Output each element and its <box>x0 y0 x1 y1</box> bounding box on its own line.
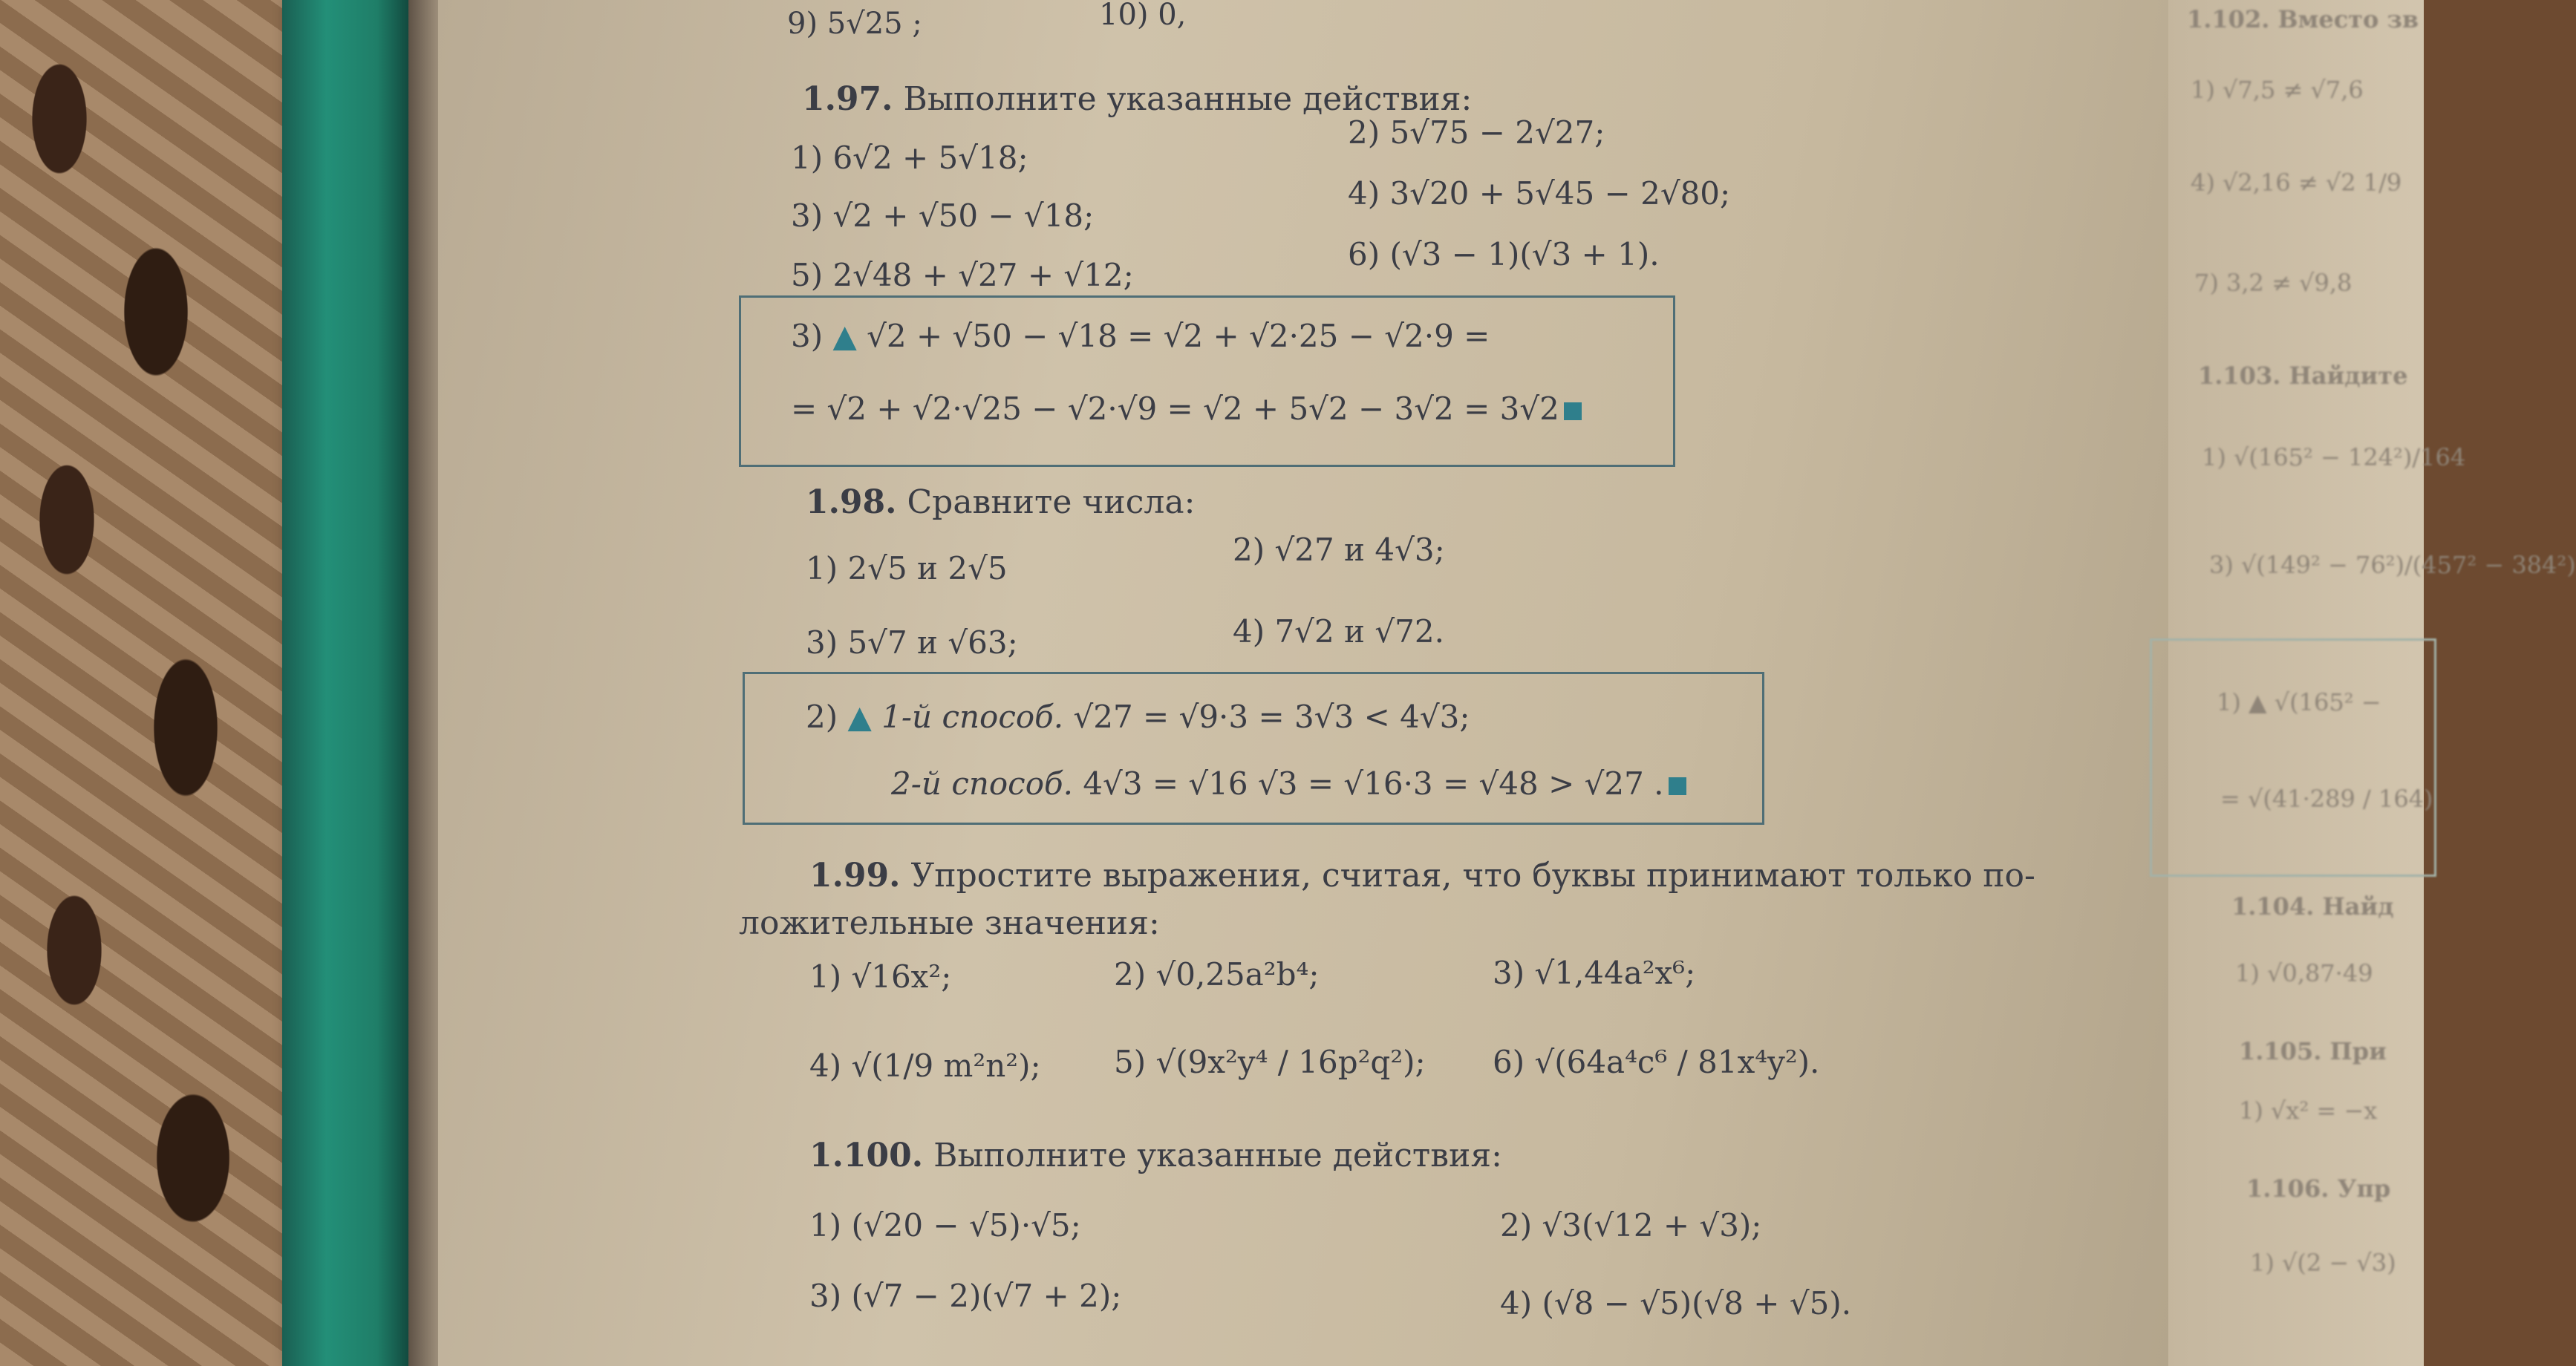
way2-label: 2-й способ. <box>891 765 1073 802</box>
next-page-line: 1) √(165² − 124²)/164 <box>2202 443 2466 471</box>
p97-item-5: 5) 2√48 + √27 + √12; <box>791 257 1134 293</box>
problem-1-99-heading <box>809 857 2035 895</box>
solution-start-triangle-icon: ▲ <box>847 699 872 735</box>
problem-number: 1.98. <box>806 483 897 521</box>
problem-1-100-heading <box>809 1137 1502 1174</box>
p99-item-3: 3) √1,44a²x⁶; <box>1493 955 1696 991</box>
problem-title: Выполните указанные действия: <box>933 1137 1502 1174</box>
next-page-line: 1.106. Упр <box>2246 1174 2391 1203</box>
p98-item-3: 3) 5√7 и √63; <box>806 624 1018 661</box>
problem-1-97-heading <box>802 80 1473 118</box>
p100-item-2: 2) √3(√12 + √3); <box>1500 1207 1762 1244</box>
next-page-line: 1.103. Найдите <box>2198 362 2408 390</box>
next-page-line: 1) √x² = −x <box>2239 1097 2378 1125</box>
solution-text: √2 + √50 − √18 = √2 + √2·25 − √2·9 = <box>867 318 1490 354</box>
solution-end-square-icon <box>1564 402 1582 420</box>
p97-solution-line1 <box>791 318 1490 354</box>
problem-number: 1.97. <box>802 80 893 118</box>
next-page-line: 3) √(149² − 76²)/(457² − 384²) <box>2209 551 2576 579</box>
p99-item-6: 6) √(64a⁴c⁶ / 81x⁴y²). <box>1493 1044 1820 1080</box>
next-page-line: 7) 3,2 ≠ √9,8 <box>2194 269 2352 297</box>
p100-item-1: 1) (√20 − √5)·√5; <box>809 1207 1081 1244</box>
p99-item-1: 1) √16x²; <box>809 958 952 995</box>
p98-item-1: 1) 2√5 и 2√5 <box>806 550 1008 586</box>
problem-title-line1: Упростите выражения, считая, что буквы принимают только по- <box>910 857 2035 895</box>
solution-label: 2) <box>806 699 838 735</box>
p98-way1 <box>806 699 1470 735</box>
p99-item-5: 5) √(9x²y⁴ / 16p²q²); <box>1114 1044 1426 1080</box>
p98-item-4: 4) 7√2 и √72. <box>1233 613 1444 650</box>
book-cover-edge <box>282 0 408 1366</box>
solution-end-square-icon <box>1669 777 1686 795</box>
next-page-line: 1) √0,87·49 <box>2235 959 2373 987</box>
solution-label: 3) <box>791 318 824 354</box>
next-page-line: = √(41·289 / 164) <box>2220 785 2433 813</box>
p97-solution-line2 <box>791 390 1582 427</box>
next-page-line: 1.105. При <box>2239 1037 2387 1065</box>
page-gutter-shadow <box>408 0 438 1366</box>
p99-item-2: 2) √0,25a²b⁴; <box>1114 956 1320 993</box>
problem-title: Выполните указанные действия: <box>903 80 1473 118</box>
next-page-line: 1) √(2 − √3) <box>2250 1249 2396 1277</box>
p97-item-6: 6) (√3 − 1)(√3 + 1). <box>1348 236 1660 272</box>
way1-label: 1-й способ. <box>881 699 1064 735</box>
p100-item-4: 4) (√8 − √5)(√8 + √5). <box>1500 1285 1852 1321</box>
carpet-background <box>0 0 312 1366</box>
p98-item-2: 2) √27 и 4√3; <box>1233 532 1445 568</box>
problem-number: 1.100. <box>809 1137 924 1174</box>
p97-item-1: 1) 6√2 + 5√18; <box>791 140 1028 176</box>
problem-title-line2: ложительные значения: <box>739 904 1160 942</box>
partial-item-10: 10) 0, <box>1099 0 1187 32</box>
way2-text: 4√3 = √16 √3 = √16·3 = √48 > √27 . <box>1083 765 1664 802</box>
next-page-line: 4) √2,16 ≠ √2 1/9 <box>2191 169 2402 197</box>
next-page-line: 1.102. Вместо зв <box>2187 5 2419 33</box>
solution-text: = √2 + √2·√25 − √2·√9 = √2 + 5√2 − 3√2 = 3√2 <box>791 390 1559 427</box>
problem-title: Сравните числа: <box>907 483 1196 521</box>
p98-solution-box <box>743 672 1764 825</box>
next-page-line: 1) ▲ √(165² − <box>2217 688 2381 716</box>
problem-number: 1.99. <box>809 857 901 895</box>
solution-start-triangle-icon: ▲ <box>832 318 857 354</box>
p100-item-3: 3) (√7 − 2)(√7 + 2); <box>809 1278 1122 1314</box>
p98-way2 <box>891 765 1686 802</box>
partial-item-9: 9) 5√25 ; <box>787 7 922 41</box>
next-page-solution-box <box>2150 638 2436 877</box>
p97-item-3: 3) √2 + √50 − √18; <box>791 197 1095 234</box>
problem-1-98-heading <box>806 483 1196 521</box>
p99-item-4: 4) √(1/9 m²n²); <box>809 1048 1041 1084</box>
p97-item-4: 4) 3√20 + 5√45 − 2√80; <box>1348 175 1731 212</box>
next-page-line: 1) √7,5 ≠ √7,6 <box>2191 76 2364 104</box>
next-page-line: 1.104. Найд <box>2231 892 2394 921</box>
way1-text: √27 = √9·3 = 3√3 < 4√3; <box>1073 699 1470 735</box>
p97-item-2: 2) 5√75 − 2√27; <box>1348 114 1605 151</box>
